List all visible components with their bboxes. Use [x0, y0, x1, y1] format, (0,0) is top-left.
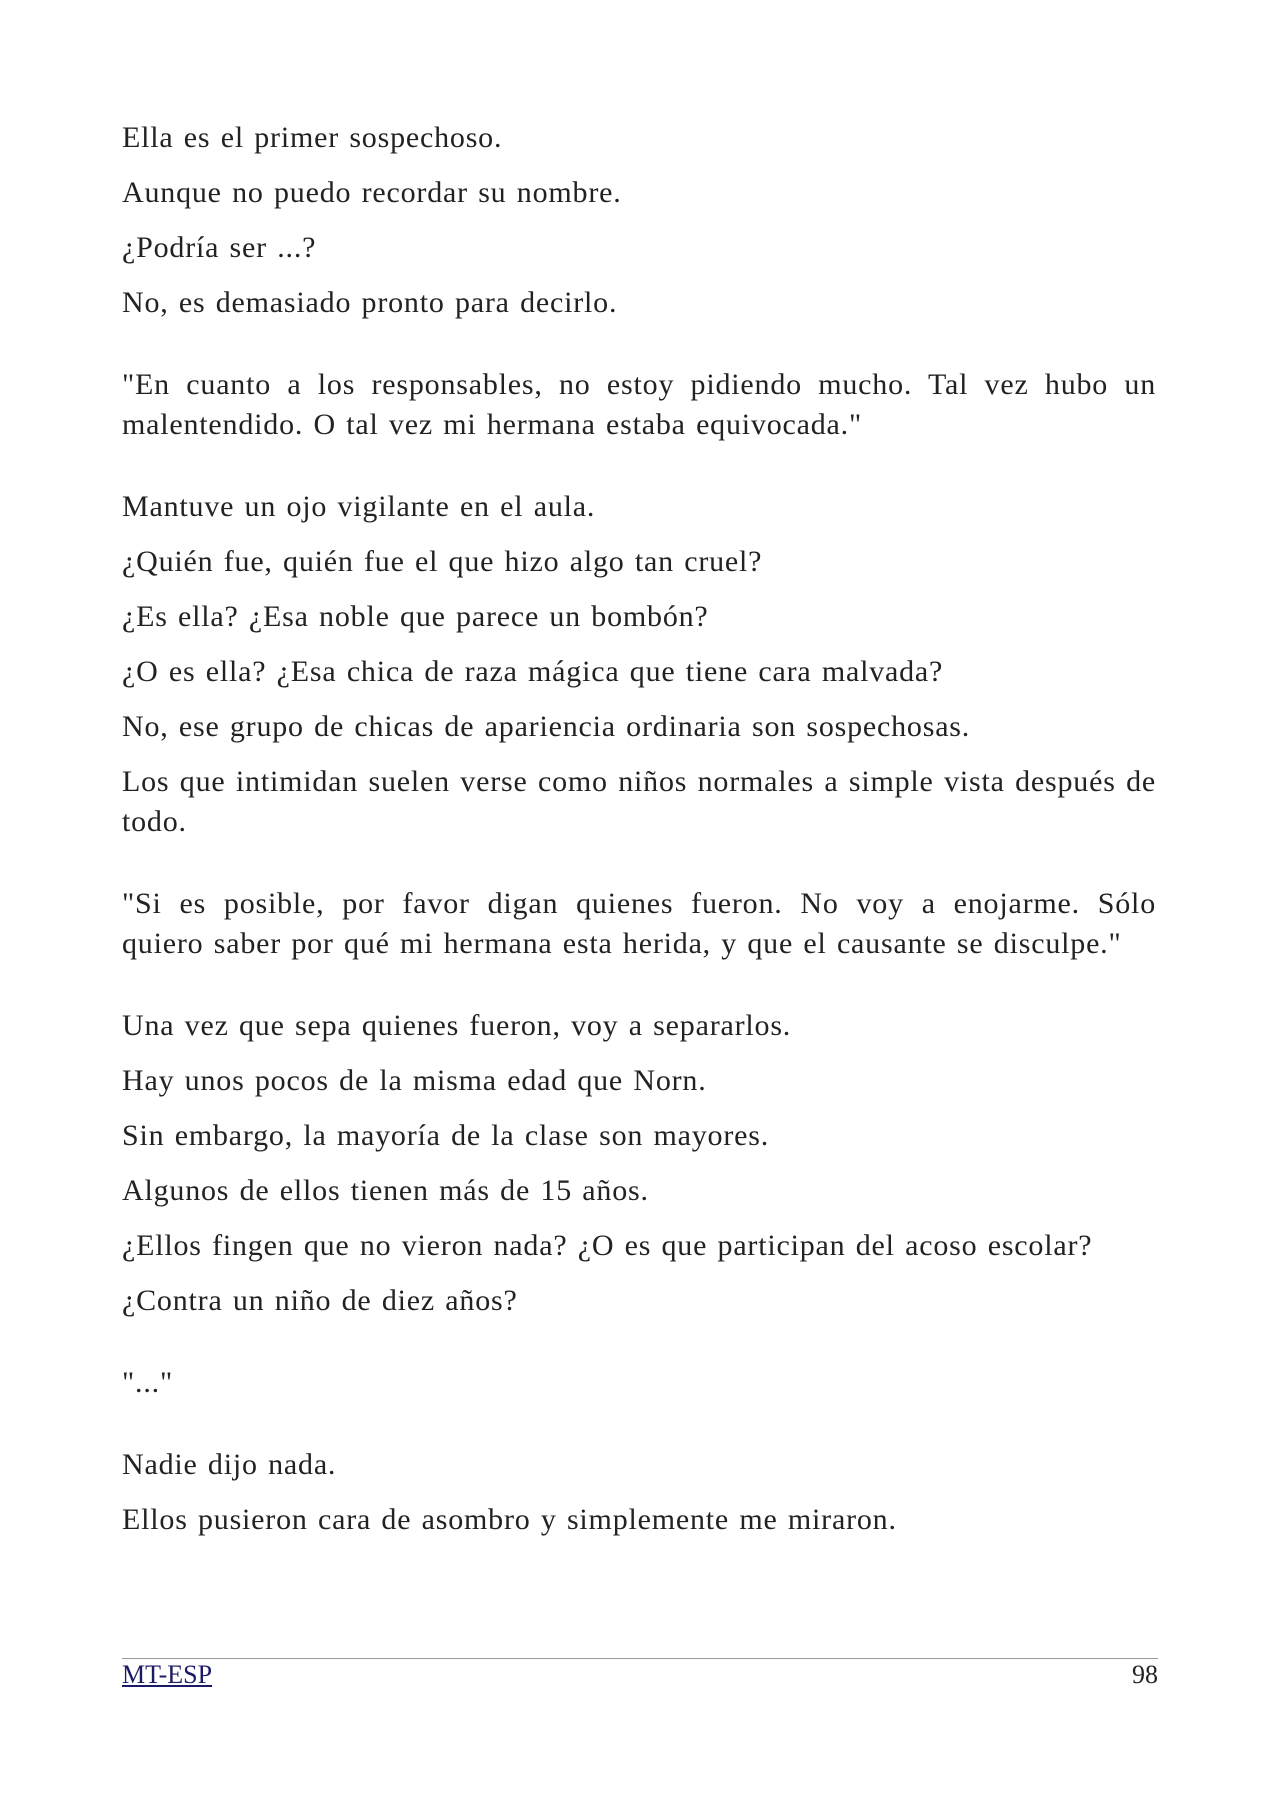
footer-link[interactable]: MT-ESP — [122, 1660, 213, 1689]
paragraph: ¿Quién fue, quién fue el que hizo algo tan cruel? — [122, 545, 763, 578]
paragraph: Hay unos pocos de la misma edad que Norn. — [122, 1064, 707, 1097]
paragraph: ¿Podría ser ...? — [122, 231, 317, 264]
paragraph: Sin embargo, la mayoría de la clase son mayores. — [122, 1119, 770, 1152]
paragraph: No, ese grupo de chicas de apariencia ordinaria son sospechosas. — [122, 710, 971, 743]
paragraph: ¿O es ella? ¿Esa chica de raza mágica que tiene cara malvada? — [122, 655, 944, 688]
paragraph: Una vez que sepa quienes fueron, voy a separarlos. — [122, 1009, 792, 1042]
paragraph: ¿Ellos fingen que no vieron nada? ¿O es que participan del acoso escolar? — [122, 1229, 1093, 1262]
paragraph: ¿Contra un niño de diez años? — [122, 1284, 518, 1317]
paragraph: Nadie dijo nada. — [122, 1448, 337, 1481]
paragraph: "Si es posible, por favor digan quienes fueron. No voy a enojarme. Sólo quiero saber por qué mi hermana esta herida, y que el causante se disculpe." — [122, 887, 1156, 960]
paragraph: "..." — [122, 1366, 173, 1399]
paragraph: Ella es el primer sospechoso. — [122, 121, 503, 154]
paragraph: Aunque no puedo recordar su nombre. — [122, 176, 622, 209]
paragraph: ¿Es ella? ¿Esa noble que parece un bombón? — [122, 600, 709, 633]
paragraph: No, es demasiado pronto para decirlo. — [122, 286, 618, 319]
paragraph: "En cuanto a los responsables, no estoy pidiendo mucho. Tal vez hubo un malentendido. O tal vez mi hermana estaba equivocada." — [122, 368, 1156, 441]
paragraph: Ellos pusieron cara de asombro y simplemente me miraron. — [122, 1503, 897, 1536]
paragraph: Mantuve un ojo vigilante en el aula. — [122, 490, 596, 523]
page-number: 98 — [1132, 1660, 1158, 1689]
paragraph: Algunos de ellos tienen más de 15 años. — [122, 1174, 649, 1207]
paragraph: Los que intimidan suelen verse como niños normales a simple vista después de todo. — [122, 765, 1156, 838]
footer-divider — [122, 1658, 1158, 1659]
page-body — [122, 118, 1156, 1555]
